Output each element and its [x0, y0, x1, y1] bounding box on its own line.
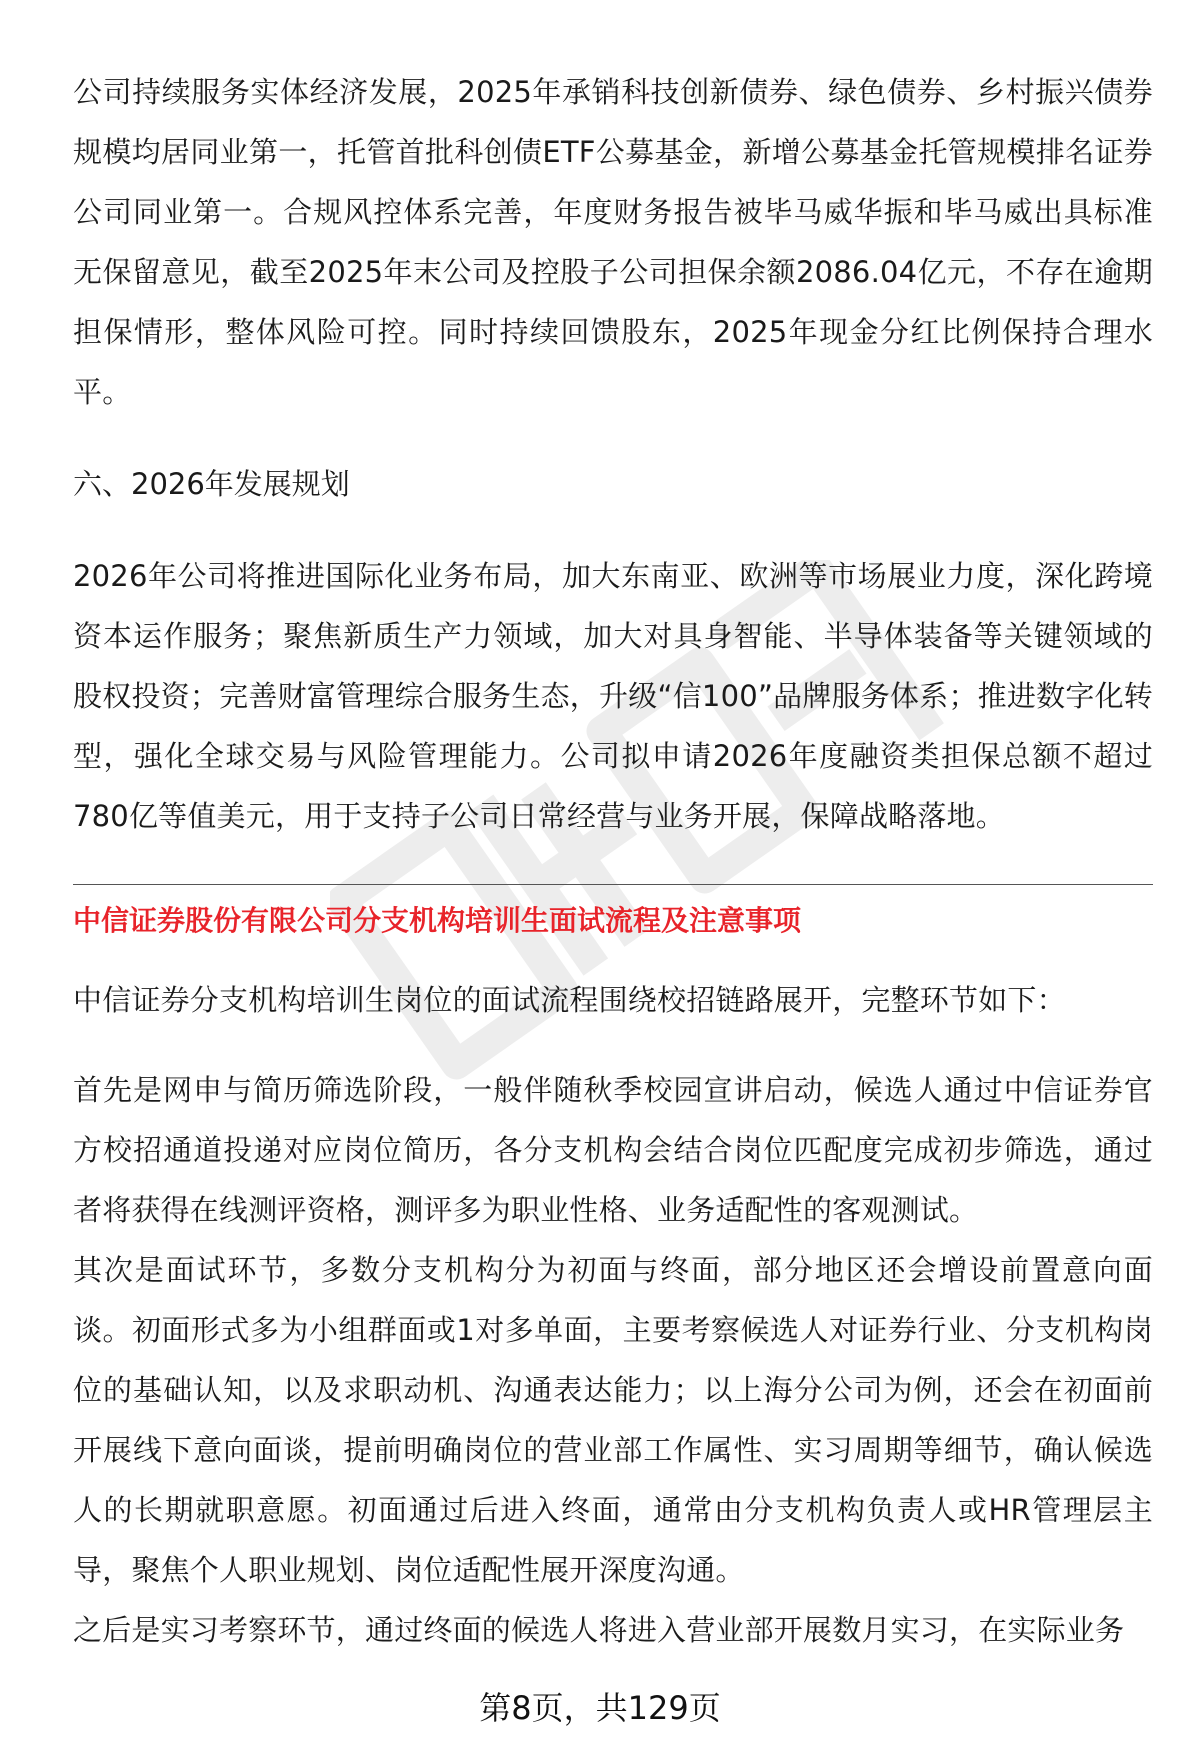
paragraph-performance: 公司持续服务实体经济发展，2025年承销科技创新债券、绿色债券、乡村振兴债券规模均居同业第一，托管首批科创债ETF公募基金，新增公募基金托管规模排名证券公司同业第一。合规风控体系完善，年度财务报告被毕马威华振和毕马威出具标准无保留意见，截至2025年末公司及控股子公司担保余额2086.04亿元，不存在逾期担保情形，整体风险可控。同时持续回馈股东，2025年现金分红比例保持合理水平。 [73, 75, 1153, 409]
page-number: 第8页，共129页 [479, 1689, 721, 1727]
interview-step-1: 首先是网申与简历筛选阶段，一般伴随秋季校园宣讲启动，候选人通过中信证券官方校招通道投递对应岗位简历，各分支机构会结合岗位匹配度完成初步筛选，通过者将获得在线测评资格，测评多为职业性格、业务适配性的客观测试。 [73, 1073, 1153, 1227]
paragraph-plan: 2026年公司将推进国际化业务布局，加大东南亚、欧洲等市场展业力度，深化跨境资本运作服务；聚焦新质生产力领域，加大对具身智能、半导体装备等关键领域的股权投资；完善财富管理综合服务生态，升级“信100”品牌服务体系；推进数字化转型，强化全球交易与风险管理能力。公司拟申请2026年度融资类担保总额不超过780亿等值美元，用于支持子公司日常经营与业务开展，保障战略落地。 [73, 559, 1153, 833]
document-body [73, 62, 1153, 846]
section-heading: 六、2026年发展规划 [73, 467, 350, 501]
interview-step-2: 其次是面试环节，多数分支机构分为初面与终面，部分地区还会增设前置意向面谈。初面形式多为小组群面或1对多单面，主要考察候选人对证券行业、分支机构岗位的基础认知，以及求职动机、沟通表达能力；以上海分公司为例，还会在初面前开展线下意向面谈，提前明确岗位的营业部工作属性、实习周期等细节，确认候选人的长期就职意愿。初面通过后进入终面，通常由分支机构负责人或HR管理层主导，聚焦个人职业规划、岗位适配性展开深度沟通。 [73, 1253, 1153, 1587]
interview-intro: 中信证券分支机构培训生岗位的面试流程围绕校招链路展开，完整环节如下： [73, 983, 1066, 1017]
section-divider [73, 884, 1153, 885]
interview-section [73, 970, 1153, 1660]
interview-step-3: 之后是实习考察环节，通过终面的候选人将进入营业部开展数月实习，在实际业务 [73, 1613, 1125, 1647]
interview-title: 中信证券股份有限公司分支机构培训生面试流程及注意事项 [73, 904, 802, 937]
